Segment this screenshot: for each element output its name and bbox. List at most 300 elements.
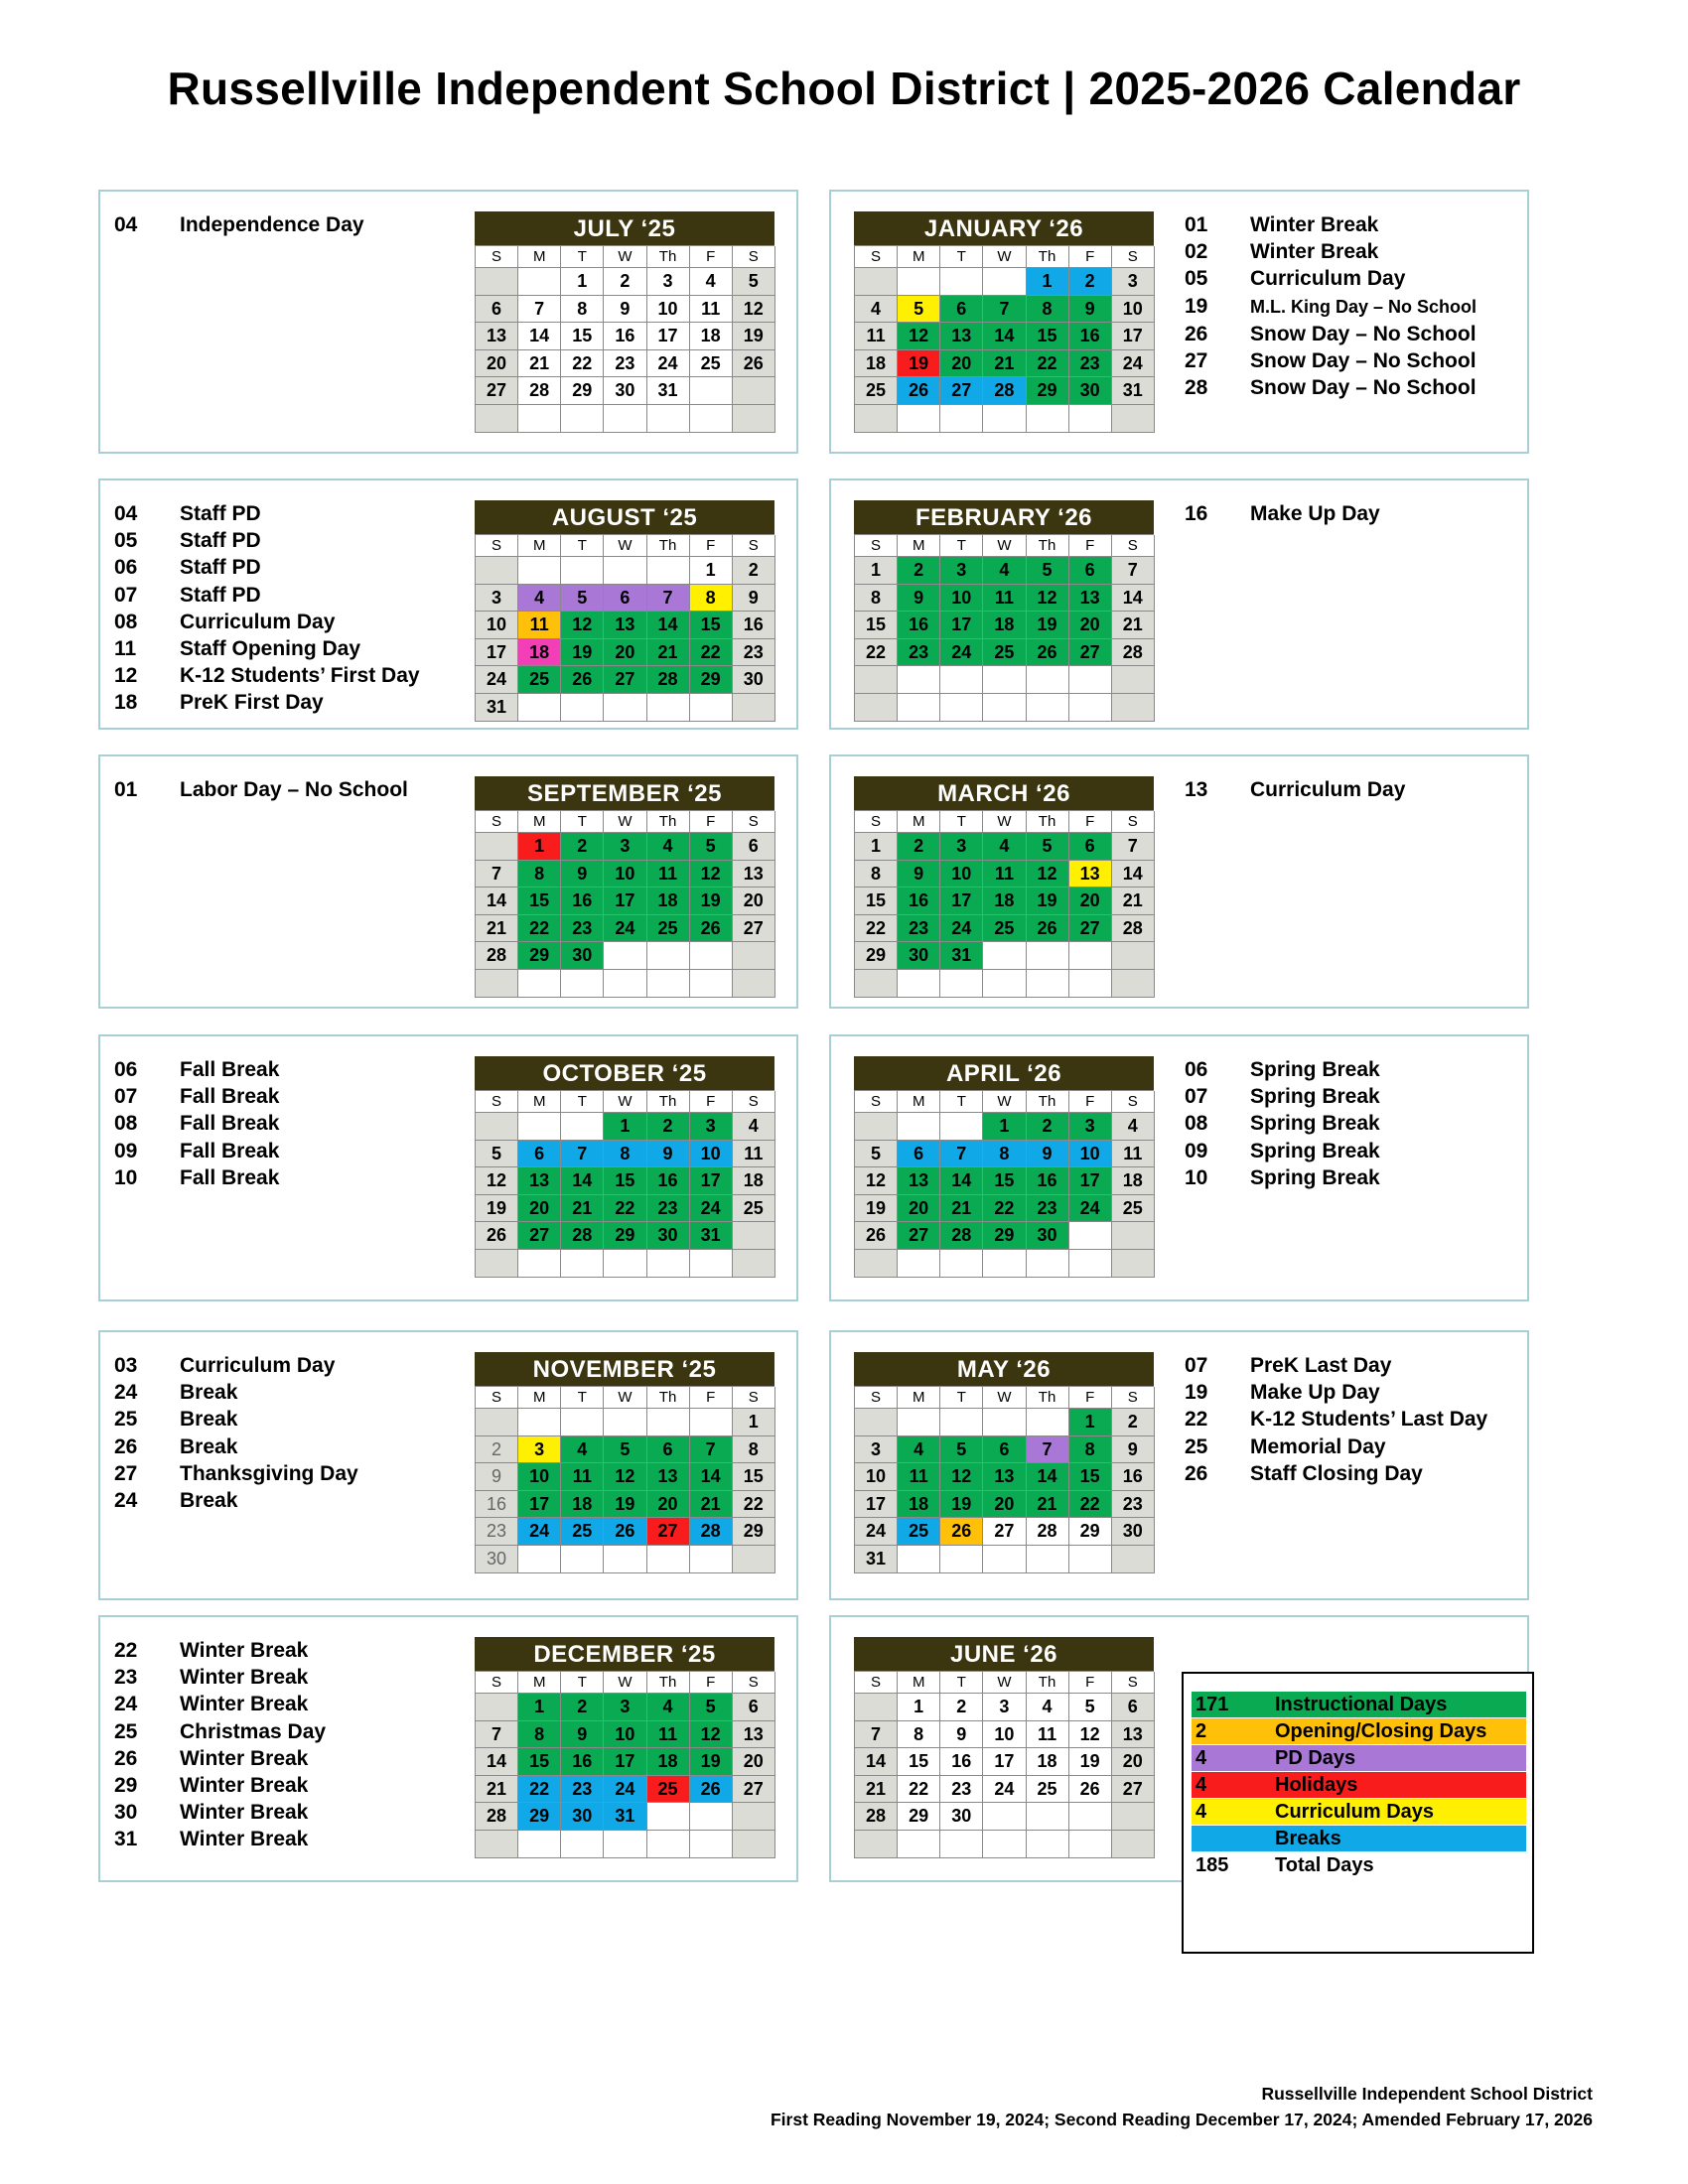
month-panel-april bbox=[829, 1034, 1529, 1301]
empty-cell bbox=[690, 1803, 733, 1831]
empty-cell bbox=[604, 694, 646, 722]
event-label: Labor Day – No School bbox=[180, 778, 408, 801]
weekday-header: T bbox=[561, 246, 604, 268]
month-title: DECEMBER ‘25 bbox=[475, 1637, 774, 1671]
day-cell: 19 bbox=[855, 1195, 898, 1223]
month-title: APRIL ‘26 bbox=[854, 1056, 1154, 1090]
empty-cell bbox=[940, 970, 983, 998]
day-cell: 11 bbox=[983, 861, 1026, 888]
month-title: MAY ‘26 bbox=[854, 1352, 1154, 1386]
day-cell: 8 bbox=[561, 296, 604, 324]
weekday-header: F bbox=[1069, 1091, 1112, 1113]
empty-cell bbox=[1069, 405, 1112, 433]
day-cell: 5 bbox=[733, 268, 775, 296]
day-cell: 20 bbox=[898, 1195, 940, 1223]
day-cell: 28 bbox=[1112, 639, 1155, 667]
month-grid bbox=[475, 1671, 774, 1858]
month-title: SEPTEMBER ‘25 bbox=[475, 776, 774, 810]
empty-cell bbox=[983, 1803, 1026, 1831]
day-cell: 2 bbox=[1112, 1409, 1155, 1436]
day-cell: 2 bbox=[1069, 268, 1112, 296]
day-cell: 17 bbox=[1112, 323, 1155, 350]
day-cell: 27 bbox=[647, 1518, 690, 1546]
empty-cell bbox=[604, 1831, 646, 1858]
empty-cell bbox=[604, 1250, 646, 1278]
empty-cell bbox=[940, 268, 983, 296]
day-cell: 14 bbox=[476, 887, 518, 915]
day-cell: 18 bbox=[647, 887, 690, 915]
day-cell: 14 bbox=[561, 1167, 604, 1195]
day-cell: 28 bbox=[647, 666, 690, 694]
weekday-header: T bbox=[561, 1672, 604, 1694]
empty-cell bbox=[561, 1113, 604, 1141]
day-cell: 25 bbox=[1027, 1776, 1069, 1804]
event-item bbox=[1185, 321, 1477, 347]
empty-cell bbox=[983, 268, 1026, 296]
day-cell: 26 bbox=[940, 1518, 983, 1546]
footer-readings: First Reading November 19, 2024; Second Reading December 17, 2024; Amended February 17, 2026 bbox=[770, 2110, 1593, 2129]
event-item bbox=[114, 662, 420, 689]
day-cell: 28 bbox=[983, 377, 1026, 405]
day-cell: 13 bbox=[1112, 1721, 1155, 1749]
weekday-header: Th bbox=[1027, 246, 1069, 268]
event-date: 24 bbox=[114, 1693, 138, 1716]
day-cell: 6 bbox=[1069, 557, 1112, 585]
day-cell: 24 bbox=[983, 1776, 1026, 1804]
legend-label: Holidays bbox=[1275, 1774, 1358, 1796]
events-list bbox=[1185, 1056, 1380, 1191]
day-cell: 21 bbox=[690, 1491, 733, 1519]
event-date: 07 bbox=[114, 583, 138, 607]
day-cell: 25 bbox=[647, 1776, 690, 1804]
weekday-header: S bbox=[476, 1672, 518, 1694]
day-cell: 10 bbox=[940, 861, 983, 888]
day-cell: 4 bbox=[855, 296, 898, 324]
weekday-header: S bbox=[1112, 1672, 1155, 1694]
event-label: Staff Closing Day bbox=[1250, 1461, 1423, 1485]
event-item bbox=[1185, 1379, 1487, 1406]
day-cell: 2 bbox=[898, 833, 940, 861]
day-cell: 6 bbox=[1112, 1694, 1155, 1721]
day-cell: 18 bbox=[983, 887, 1026, 915]
day-cell: 14 bbox=[690, 1463, 733, 1491]
weekday-header: T bbox=[561, 1387, 604, 1409]
empty-cell bbox=[518, 268, 561, 296]
day-cell: 28 bbox=[940, 1222, 983, 1250]
event-date: 16 bbox=[1185, 502, 1208, 525]
day-cell: 16 bbox=[940, 1748, 983, 1776]
event-item bbox=[114, 1772, 326, 1799]
day-cell: 25 bbox=[983, 639, 1026, 667]
weekday-header: T bbox=[940, 1091, 983, 1113]
event-item bbox=[1185, 238, 1477, 265]
empty-cell bbox=[647, 694, 690, 722]
empty-cell bbox=[476, 1694, 518, 1721]
day-cell: 27 bbox=[983, 1518, 1026, 1546]
day-cell: 29 bbox=[518, 942, 561, 970]
legend-row bbox=[1192, 1745, 1526, 1771]
empty-cell bbox=[561, 557, 604, 585]
day-cell: 6 bbox=[647, 1436, 690, 1464]
day-cell: 4 bbox=[1027, 1694, 1069, 1721]
day-cell: 7 bbox=[647, 585, 690, 613]
day-cell: 8 bbox=[855, 585, 898, 613]
day-cell: 12 bbox=[690, 1721, 733, 1749]
day-cell: 30 bbox=[1069, 377, 1112, 405]
events-list bbox=[1185, 776, 1405, 803]
event-item bbox=[114, 1745, 326, 1772]
month-calendar bbox=[854, 500, 1154, 722]
day-cell: 30 bbox=[476, 1546, 518, 1573]
day-cell: 10 bbox=[1112, 296, 1155, 324]
day-cell: 10 bbox=[518, 1463, 561, 1491]
day-cell: 12 bbox=[733, 296, 775, 324]
weekday-header: S bbox=[855, 811, 898, 833]
day-cell: 28 bbox=[518, 377, 561, 405]
event-date: 22 bbox=[1185, 1408, 1208, 1432]
day-cell: 4 bbox=[983, 557, 1026, 585]
day-cell: 29 bbox=[983, 1222, 1026, 1250]
day-cell: 15 bbox=[983, 1167, 1026, 1195]
day-cell: 20 bbox=[1069, 887, 1112, 915]
day-cell: 30 bbox=[647, 1222, 690, 1250]
day-cell: 18 bbox=[1027, 1748, 1069, 1776]
day-cell: 6 bbox=[940, 296, 983, 324]
day-cell: 27 bbox=[733, 1776, 775, 1804]
day-cell: 14 bbox=[647, 612, 690, 639]
month-title: JANUARY ‘26 bbox=[854, 211, 1154, 245]
empty-cell bbox=[940, 1113, 983, 1141]
month-calendar bbox=[854, 1352, 1154, 1573]
month-grid bbox=[854, 1671, 1154, 1858]
day-cell: 21 bbox=[983, 350, 1026, 378]
event-label: Winter Break bbox=[180, 1774, 309, 1798]
event-label: Winter Break bbox=[180, 1666, 309, 1690]
weekday-header: Th bbox=[1027, 811, 1069, 833]
event-item bbox=[1185, 374, 1477, 401]
empty-cell bbox=[983, 694, 1026, 722]
empty-cell bbox=[476, 1250, 518, 1278]
day-cell: 27 bbox=[898, 1222, 940, 1250]
day-cell: 28 bbox=[476, 1803, 518, 1831]
weekday-header: Th bbox=[647, 1672, 690, 1694]
day-cell: 9 bbox=[561, 861, 604, 888]
legend-label: Breaks bbox=[1275, 1828, 1341, 1849]
day-cell: 16 bbox=[476, 1491, 518, 1519]
event-label: Break bbox=[180, 1489, 238, 1513]
empty-cell bbox=[1069, 1803, 1112, 1831]
day-cell: 8 bbox=[733, 1436, 775, 1464]
event-date: 24 bbox=[114, 1381, 138, 1405]
empty-cell bbox=[518, 1409, 561, 1436]
day-cell: 15 bbox=[604, 1167, 646, 1195]
empty-cell bbox=[1112, 1803, 1155, 1831]
weekday-header: W bbox=[604, 1672, 646, 1694]
day-cell: 11 bbox=[855, 323, 898, 350]
day-cell: 17 bbox=[1069, 1167, 1112, 1195]
weekday-header: M bbox=[898, 535, 940, 557]
event-label: Christmas Day bbox=[180, 1719, 327, 1743]
event-date: 11 bbox=[114, 637, 137, 661]
empty-cell bbox=[898, 1831, 940, 1858]
day-cell: 18 bbox=[518, 639, 561, 667]
day-cell: 3 bbox=[604, 1694, 646, 1721]
month-panel-march bbox=[829, 754, 1529, 1009]
event-label: Winter Break bbox=[180, 1639, 309, 1662]
day-cell: 22 bbox=[604, 1195, 646, 1223]
day-cell: 27 bbox=[476, 377, 518, 405]
event-label: Curriculum Day bbox=[180, 1354, 336, 1377]
day-cell: 5 bbox=[1069, 1694, 1112, 1721]
month-calendar bbox=[854, 211, 1154, 433]
day-cell: 9 bbox=[898, 861, 940, 888]
day-cell: 5 bbox=[561, 585, 604, 613]
day-cell: 29 bbox=[518, 1803, 561, 1831]
events-list bbox=[1185, 1352, 1487, 1487]
day-cell: 31 bbox=[690, 1222, 733, 1250]
empty-cell bbox=[855, 268, 898, 296]
empty-cell bbox=[604, 405, 646, 433]
weekday-header: S bbox=[733, 535, 775, 557]
event-item bbox=[114, 609, 420, 635]
day-cell: 18 bbox=[1112, 1167, 1155, 1195]
empty-cell bbox=[855, 405, 898, 433]
event-label: Fall Break bbox=[180, 1165, 280, 1189]
day-cell: 23 bbox=[1069, 350, 1112, 378]
day-cell: 2 bbox=[1027, 1113, 1069, 1141]
empty-cell bbox=[1112, 942, 1155, 970]
event-label: Make Up Day bbox=[1250, 502, 1380, 525]
day-cell: 24 bbox=[476, 666, 518, 694]
day-cell: 27 bbox=[604, 666, 646, 694]
empty-cell bbox=[983, 1831, 1026, 1858]
empty-cell bbox=[476, 557, 518, 585]
empty-cell bbox=[1027, 1409, 1069, 1436]
day-cell: 25 bbox=[561, 1518, 604, 1546]
day-cell: 27 bbox=[733, 915, 775, 943]
day-cell: 15 bbox=[1069, 1463, 1112, 1491]
event-label: Independence Day bbox=[180, 213, 364, 236]
day-cell: 2 bbox=[647, 1113, 690, 1141]
day-cell: 13 bbox=[518, 1167, 561, 1195]
weekday-header: S bbox=[476, 535, 518, 557]
empty-cell bbox=[733, 1803, 775, 1831]
day-cell: 23 bbox=[604, 350, 646, 378]
event-date: 23 bbox=[114, 1666, 138, 1690]
empty-cell bbox=[983, 942, 1026, 970]
empty-cell bbox=[898, 1250, 940, 1278]
empty-cell bbox=[898, 666, 940, 694]
event-item bbox=[114, 582, 420, 609]
empty-cell bbox=[647, 970, 690, 998]
event-item bbox=[114, 635, 420, 662]
day-cell: 16 bbox=[1027, 1167, 1069, 1195]
day-cell: 1 bbox=[983, 1113, 1026, 1141]
event-date: 25 bbox=[1185, 1434, 1208, 1458]
day-cell: 9 bbox=[476, 1463, 518, 1491]
weekday-header: W bbox=[604, 246, 646, 268]
event-label: Make Up Day bbox=[1250, 1381, 1380, 1405]
empty-cell bbox=[1112, 1546, 1155, 1573]
day-cell: 30 bbox=[1027, 1222, 1069, 1250]
day-cell: 3 bbox=[476, 585, 518, 613]
empty-cell bbox=[733, 942, 775, 970]
day-cell: 12 bbox=[898, 323, 940, 350]
empty-cell bbox=[898, 694, 940, 722]
event-item bbox=[1185, 347, 1477, 374]
event-label: Break bbox=[180, 1408, 238, 1432]
day-cell: 5 bbox=[604, 1436, 646, 1464]
day-cell: 14 bbox=[476, 1748, 518, 1776]
day-cell: 17 bbox=[940, 612, 983, 639]
event-label: Staff PD bbox=[180, 502, 261, 525]
day-cell: 1 bbox=[1069, 1409, 1112, 1436]
empty-cell bbox=[518, 557, 561, 585]
empty-cell bbox=[1027, 1831, 1069, 1858]
empty-cell bbox=[855, 970, 898, 998]
event-date: 28 bbox=[1185, 376, 1208, 400]
event-label: Spring Break bbox=[1250, 1085, 1380, 1109]
day-cell: 9 bbox=[940, 1721, 983, 1749]
empty-cell bbox=[1112, 1250, 1155, 1278]
day-cell: 5 bbox=[940, 1436, 983, 1464]
day-cell: 12 bbox=[1027, 585, 1069, 613]
weekday-header: F bbox=[690, 1387, 733, 1409]
weekday-header: W bbox=[983, 1387, 1026, 1409]
weekday-header: F bbox=[1069, 811, 1112, 833]
event-date: 10 bbox=[114, 1165, 138, 1189]
event-label: Curriculum Day bbox=[1250, 778, 1406, 801]
weekday-header: Th bbox=[647, 1387, 690, 1409]
day-cell: 12 bbox=[604, 1463, 646, 1491]
month-calendar bbox=[475, 1637, 774, 1858]
event-item bbox=[114, 1110, 279, 1137]
day-cell: 6 bbox=[898, 1141, 940, 1168]
day-cell: 8 bbox=[604, 1141, 646, 1168]
day-cell: 18 bbox=[733, 1167, 775, 1195]
day-cell: 8 bbox=[855, 861, 898, 888]
day-cell: 4 bbox=[733, 1113, 775, 1141]
day-cell: 1 bbox=[855, 557, 898, 585]
day-cell: 25 bbox=[518, 666, 561, 694]
footer-district: Russellville Independent School District bbox=[1261, 2084, 1593, 2104]
day-cell: 9 bbox=[1027, 1141, 1069, 1168]
event-item bbox=[114, 211, 364, 238]
day-cell: 3 bbox=[518, 1436, 561, 1464]
day-cell: 17 bbox=[604, 887, 646, 915]
legend-count: 4 bbox=[1196, 1747, 1207, 1769]
day-cell: 17 bbox=[604, 1748, 646, 1776]
day-cell: 5 bbox=[1027, 833, 1069, 861]
day-cell: 7 bbox=[561, 1141, 604, 1168]
day-cell: 5 bbox=[1027, 557, 1069, 585]
empty-cell bbox=[1069, 1546, 1112, 1573]
day-cell: 17 bbox=[647, 323, 690, 350]
day-cell: 20 bbox=[518, 1195, 561, 1223]
day-cell: 1 bbox=[1027, 268, 1069, 296]
empty-cell bbox=[898, 268, 940, 296]
event-date: 05 bbox=[1185, 267, 1208, 291]
day-cell: 9 bbox=[733, 585, 775, 613]
month-panel-february bbox=[829, 478, 1529, 730]
empty-cell bbox=[983, 970, 1026, 998]
day-cell: 29 bbox=[898, 1803, 940, 1831]
event-item bbox=[1185, 1138, 1380, 1164]
empty-cell bbox=[1112, 666, 1155, 694]
legend-row bbox=[1192, 1772, 1526, 1798]
event-date: 08 bbox=[1185, 1112, 1208, 1136]
month-title: AUGUST ‘25 bbox=[475, 500, 774, 534]
empty-cell bbox=[518, 1831, 561, 1858]
day-cell: 15 bbox=[518, 1748, 561, 1776]
day-cell: 6 bbox=[604, 585, 646, 613]
day-cell: 1 bbox=[561, 268, 604, 296]
event-date: 04 bbox=[114, 502, 138, 525]
empty-cell bbox=[733, 970, 775, 998]
empty-cell bbox=[1069, 694, 1112, 722]
empty-cell bbox=[561, 1250, 604, 1278]
day-cell: 10 bbox=[983, 1721, 1026, 1749]
day-cell: 15 bbox=[690, 612, 733, 639]
empty-cell bbox=[690, 970, 733, 998]
event-date: 01 bbox=[1185, 213, 1208, 236]
event-label: Fall Break bbox=[180, 1112, 280, 1136]
event-date: 29 bbox=[114, 1774, 138, 1798]
day-cell: 10 bbox=[1069, 1141, 1112, 1168]
event-date: 06 bbox=[1185, 1058, 1208, 1081]
weekday-header: F bbox=[1069, 1387, 1112, 1409]
day-cell: 11 bbox=[647, 861, 690, 888]
day-cell: 12 bbox=[940, 1463, 983, 1491]
day-cell: 29 bbox=[733, 1518, 775, 1546]
weekday-header: F bbox=[690, 246, 733, 268]
day-cell: 4 bbox=[518, 585, 561, 613]
day-cell: 1 bbox=[690, 557, 733, 585]
day-cell: 20 bbox=[940, 350, 983, 378]
day-cell: 22 bbox=[1027, 350, 1069, 378]
day-cell: 25 bbox=[1112, 1195, 1155, 1223]
day-cell: 8 bbox=[983, 1141, 1026, 1168]
empty-cell bbox=[855, 1250, 898, 1278]
weekday-header: S bbox=[476, 246, 518, 268]
day-cell: 29 bbox=[690, 666, 733, 694]
event-label: Fall Break bbox=[180, 1139, 280, 1162]
weekday-header: T bbox=[561, 535, 604, 557]
day-cell: 13 bbox=[1069, 861, 1112, 888]
day-cell: 16 bbox=[604, 323, 646, 350]
month-panel-december bbox=[98, 1615, 798, 1882]
empty-cell bbox=[690, 405, 733, 433]
weekday-header: S bbox=[733, 811, 775, 833]
day-cell: 20 bbox=[733, 887, 775, 915]
event-label: Break bbox=[180, 1434, 238, 1458]
day-cell: 11 bbox=[561, 1463, 604, 1491]
event-item bbox=[114, 776, 408, 803]
empty-cell bbox=[476, 1831, 518, 1858]
event-item bbox=[114, 1691, 326, 1717]
event-item bbox=[114, 1352, 358, 1379]
month-title: OCTOBER ‘25 bbox=[475, 1056, 774, 1090]
event-label: Staff PD bbox=[180, 556, 261, 580]
empty-cell bbox=[561, 1409, 604, 1436]
day-cell: 19 bbox=[1027, 887, 1069, 915]
month-panel-september bbox=[98, 754, 798, 1009]
weekday-header: W bbox=[983, 246, 1026, 268]
day-cell: 5 bbox=[855, 1141, 898, 1168]
day-cell: 22 bbox=[518, 915, 561, 943]
weekday-header: Th bbox=[647, 246, 690, 268]
weekday-header: Th bbox=[1027, 535, 1069, 557]
